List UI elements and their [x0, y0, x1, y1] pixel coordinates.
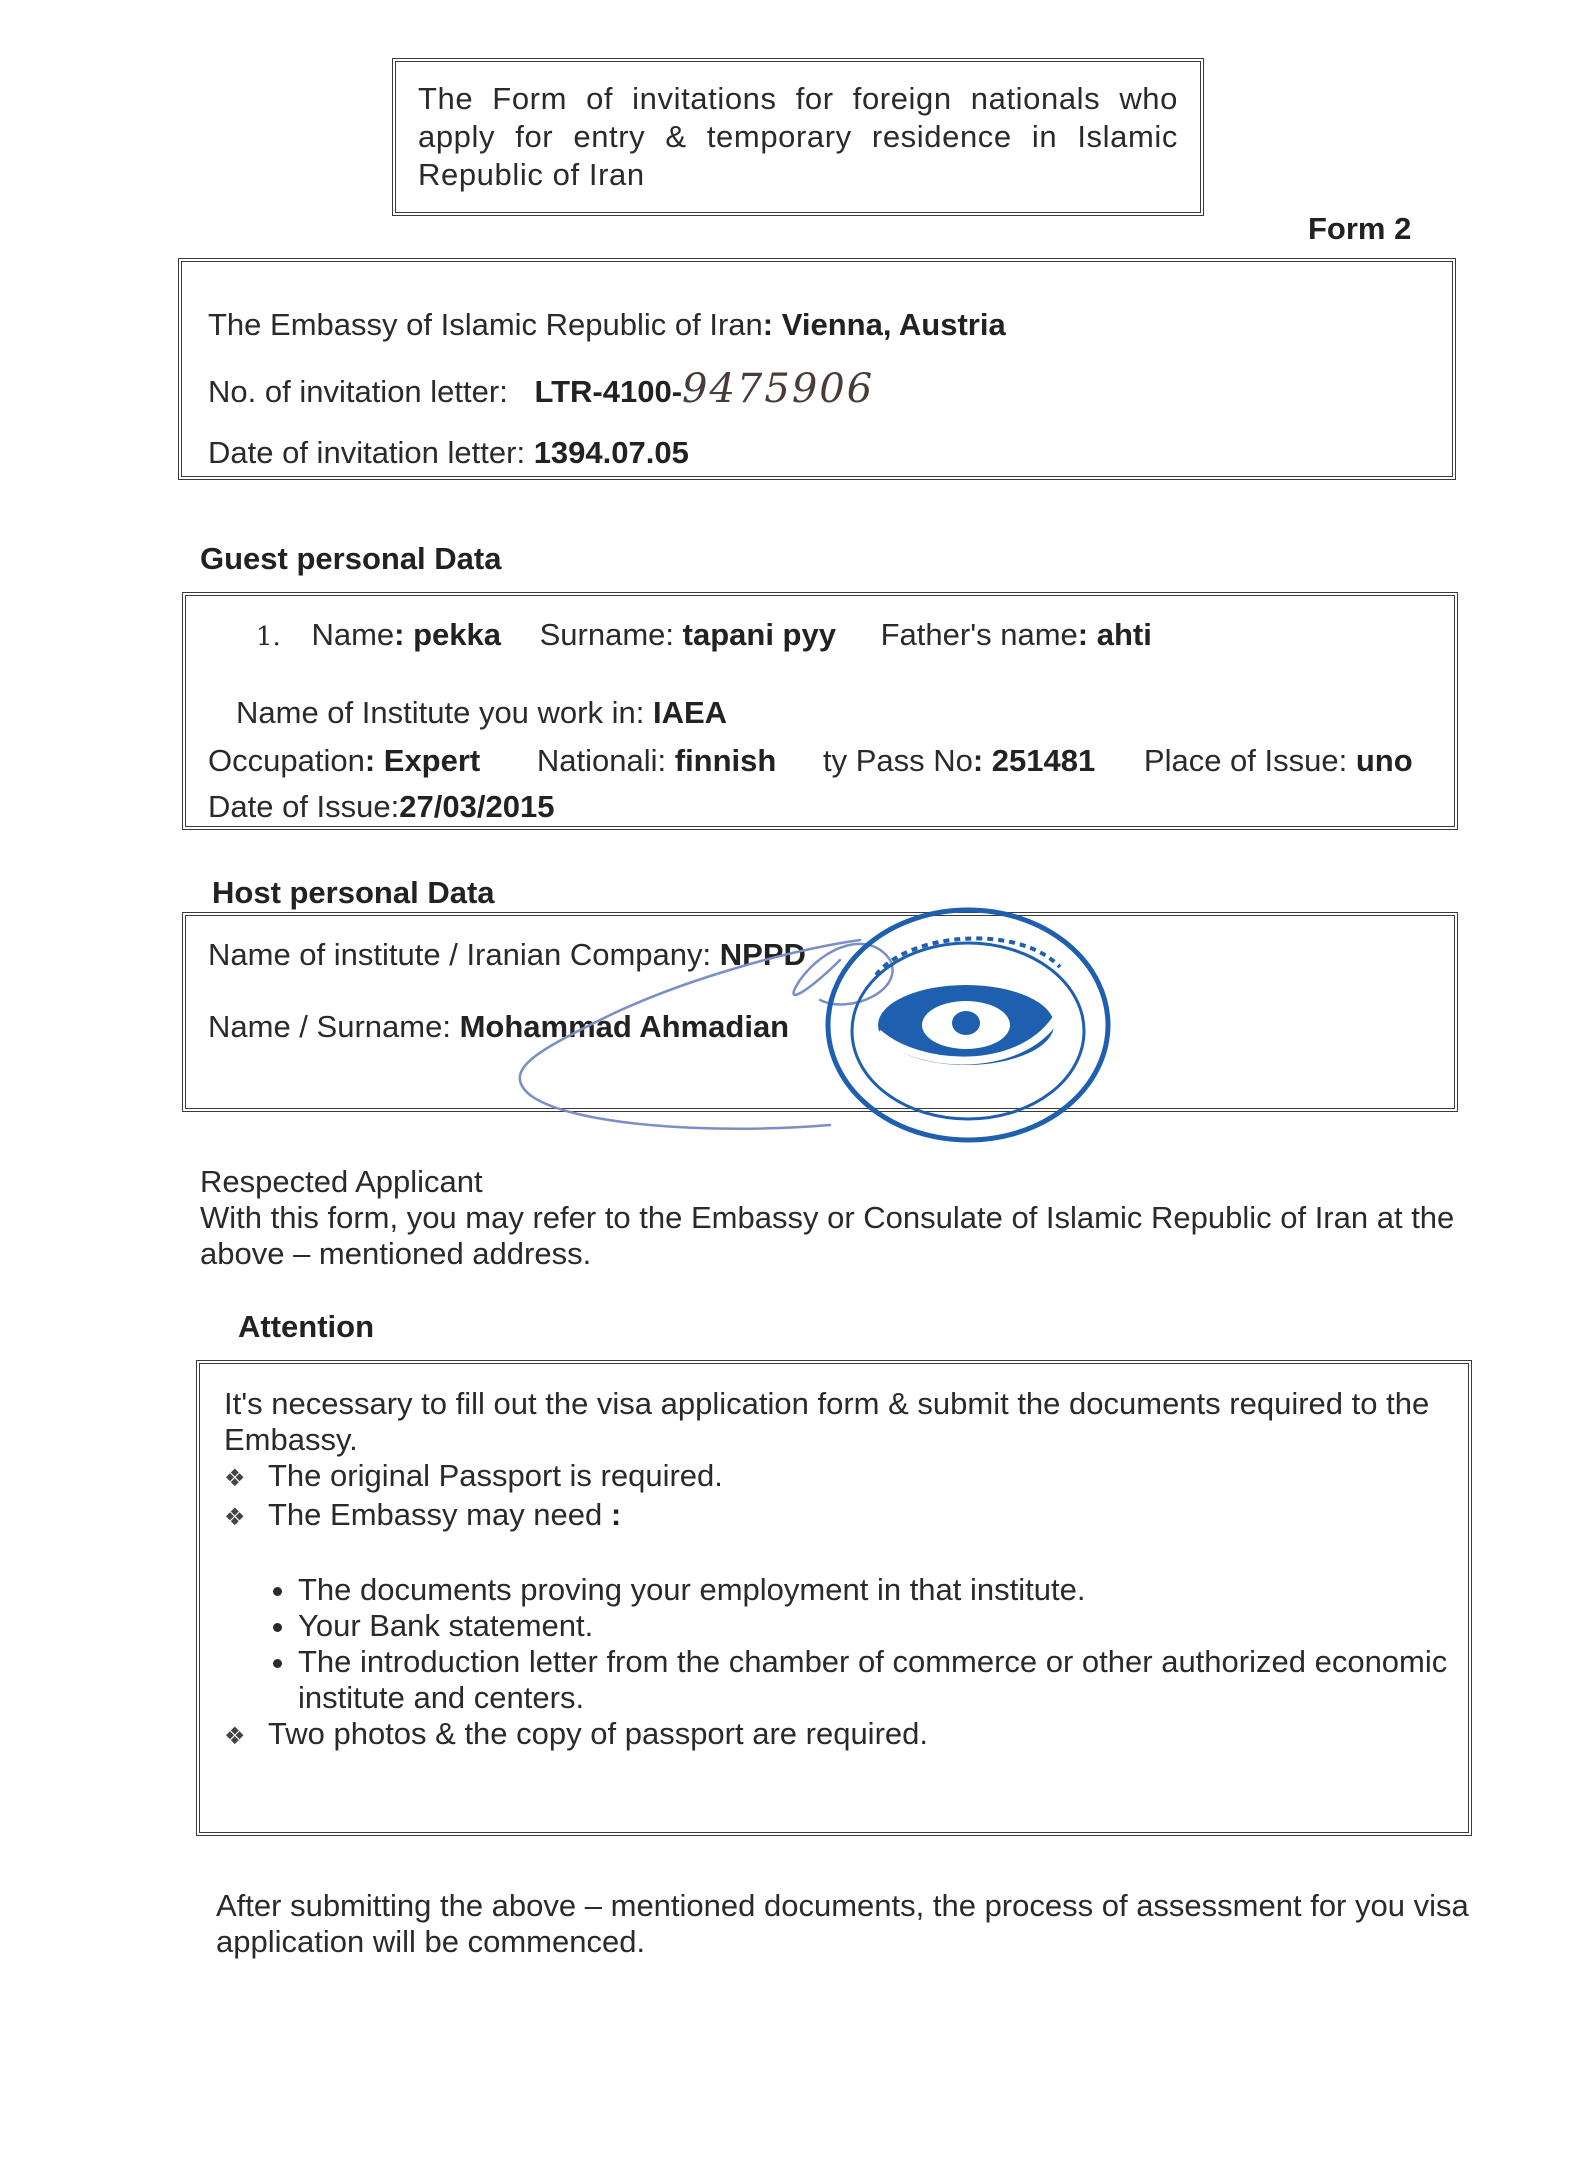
guest-institute-label: Name of Institute you work in:	[236, 695, 645, 730]
invitation-date-value: 1394.07.05	[533, 435, 689, 470]
embassy-label: The Embassy of Islamic Republic of Iran	[208, 307, 763, 342]
embassy-box	[178, 258, 1456, 480]
invitation-number-line	[208, 366, 875, 412]
invitation-number-handwritten: 9475906	[682, 366, 875, 412]
guest-number: 1.	[256, 622, 281, 652]
attention-intro: It's necessary to fill out the visa application form & submit the documents required to the Embassy.	[224, 1386, 1430, 1457]
embassy-colon: :	[762, 307, 774, 342]
footer-paragraph: After submitting the above – mentioned documents, the process of assessment for you visa application will be commenced.	[216, 1888, 1469, 1959]
guest-father-value: : ahti	[1077, 617, 1152, 652]
diamond-bullet-icon: ❖	[224, 1504, 246, 1531]
guest-occupation-value: : Expert	[364, 743, 481, 778]
invitation-number-prefix: LTR-4100-	[534, 374, 683, 409]
guest-nationality-value: finnish	[674, 743, 777, 778]
guest-place-value: uno	[1355, 743, 1413, 778]
attention-sub-item-2: • Your Bank statement.	[298, 1608, 1448, 1644]
diamond-bullet-icon: ❖	[224, 1465, 246, 1492]
guest-surname-value: tapani pyy	[682, 617, 836, 652]
attention-item-2-colon: :	[610, 1497, 622, 1532]
guest-occupation-label: Occupation	[208, 743, 365, 778]
invitation-date-line	[208, 434, 689, 472]
embassy-line	[208, 306, 1006, 344]
attention-box	[196, 1360, 1472, 1836]
form-number-label: Form 2	[1308, 211, 1412, 246]
attention-sub-list	[224, 1572, 1448, 1716]
guest-date-issue-value: 27/03/2015	[399, 789, 555, 824]
guest-name-label: Name	[311, 617, 395, 652]
attention-item-1	[224, 1458, 1448, 1497]
guest-pass-label: ty Pass No	[822, 743, 973, 778]
guest-box	[182, 592, 1458, 830]
guest-pass-value: : 251481	[972, 743, 1096, 778]
attention-item-1-text: The original Passport is required.	[268, 1458, 723, 1493]
guest-row-2	[236, 694, 727, 732]
host-heading: Host personal Data	[212, 875, 495, 910]
guest-row-3	[208, 742, 1413, 780]
host-institute-label: Name of institute / Iranian Company:	[208, 937, 712, 972]
guest-surname-label: Surname:	[539, 617, 675, 652]
form-title-text: The Form of invitations for foreign nationals who apply for entry & temporary residence in Islamic Republic of Iran	[418, 81, 1178, 192]
guest-nationality-label: Nationali:	[536, 743, 667, 778]
guest-father-label: Father's name	[880, 617, 1078, 652]
host-name-value: Mohammad Ahmadian	[459, 1009, 790, 1044]
company-stamp	[818, 905, 1118, 1145]
guest-row-4	[208, 788, 554, 826]
form-title-box	[392, 58, 1204, 216]
guest-name-value: : pekka	[394, 617, 501, 652]
attention-item-2-text: The Embassy may need	[268, 1497, 603, 1532]
attention-sub-item-1: • The documents proving your employment in that institute.	[298, 1572, 1448, 1608]
guest-place-label: Place of Issue:	[1143, 743, 1348, 778]
attention-item-3	[224, 1716, 1448, 1755]
attention-sub-item-3: • The introduction letter from the chamber of commerce or other authorized economic institute and centers.	[298, 1644, 1448, 1716]
respected-paragraph: With this form, you may refer to the Embassy or Consulate of Islamic Republic of Iran at the above – mentioned address.	[200, 1200, 1455, 1271]
attention-item-3-text: Two photos & the copy of passport are required.	[268, 1716, 928, 1751]
embassy-value: Vienna, Austria	[781, 307, 1006, 342]
guest-row-1	[256, 616, 1152, 656]
host-institute-value: NPPD	[719, 937, 806, 972]
invitation-date-label: Date of invitation letter:	[208, 435, 526, 470]
host-name-label: Name / Surname:	[208, 1009, 451, 1044]
guest-institute-value: IAEA	[652, 695, 728, 730]
invitation-number-label: No. of invitation letter:	[208, 374, 508, 409]
guest-date-issue-label: Date of Issue:	[208, 789, 400, 824]
diamond-bullet-icon: ❖	[224, 1723, 246, 1750]
respected-salutation: Respected Applicant	[200, 1164, 483, 1199]
attention-heading: Attention	[238, 1309, 375, 1344]
guest-heading: Guest personal Data	[200, 541, 502, 576]
attention-item-2	[224, 1497, 1448, 1536]
